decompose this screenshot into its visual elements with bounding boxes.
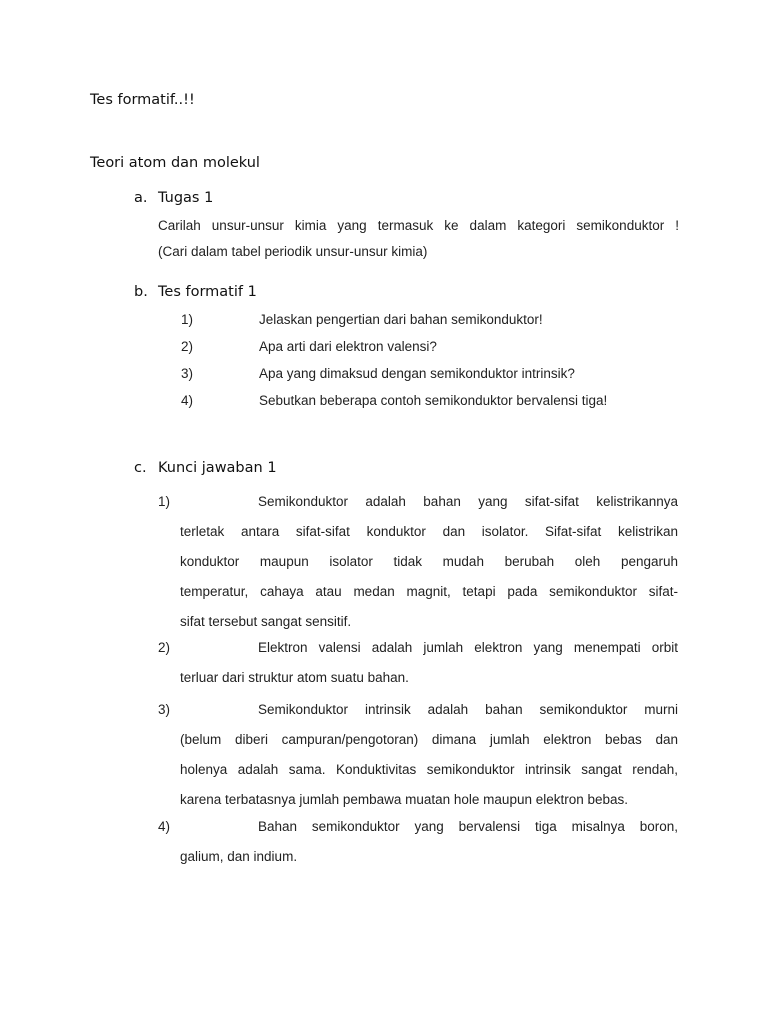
answer-line: konduktor maupun isolator tidak mudah berubah oleh pengaruh [180,554,678,569]
answer-line: Semikonduktor intrinsik adalah bahan semikonduktor murni [258,702,678,717]
tugas-marker: a. [134,190,148,206]
answer-paragraph [180,812,678,872]
answer-number: 1) [158,494,171,509]
tes-item-number: 4) [181,393,194,408]
kunci-marker: c. [134,460,147,476]
answer-line: holenya adalah sama. Konduktivitas semikonduktor intrinsik sangat rendah, [180,762,678,777]
tes-heading: Tes formatif 1 [158,284,257,300]
answer-line: karena terbatasnya jumlah pembawa muatan hole maupun elektron bebas. [180,792,629,807]
answer-paragraph [180,633,678,693]
answer-line: sifat tersebut sangat sensitif. [180,614,352,629]
answer-number: 4) [158,819,171,834]
answer-paragraph [180,695,678,815]
tes-item-text: Apa arti dari elektron valensi? [259,339,437,354]
answer-line: Semikonduktor adalah bahan yang sifat-sifat kelistrikannya [258,494,678,509]
answer-paragraph [180,487,678,637]
answer-line: (belum diberi campuran/pengotoran) dimana jumlah elektron bebas dan [180,732,678,747]
tes-item-number: 3) [181,366,194,381]
tes-item-number: 1) [181,312,194,327]
tes-item-text: Sebutkan beberapa contoh semikonduktor bervalensi tiga! [259,393,608,408]
page-title: Tes formatif..!! [90,92,195,108]
answer-number: 2) [158,640,171,655]
tugas-line: Carilah unsur-unsur kimia yang termasuk ke dalam kategori semikonduktor ! [158,218,679,233]
answer-line: Bahan semikonduktor yang bervalensi tiga misalnya boron, [258,819,678,834]
tes-item-text: Jelaskan pengertian dari bahan semikonduktor! [259,312,543,327]
tes-item-number: 2) [181,339,194,354]
answer-line: galium, dan indium. [180,849,298,864]
answer-line: Elektron valensi adalah jumlah elektron yang menempati orbit [258,640,678,655]
section-title: Teori atom dan molekul [90,155,260,171]
answer-line: temperatur, cahaya atau medan magnit, tetapi pada semikonduktor sifat- [180,584,678,599]
answer-line: terletak antara sifat-sifat konduktor dan isolator. Sifat-sifat kelistrikan [180,524,678,539]
answer-line: terluar dari struktur atom suatu bahan. [180,670,409,685]
answer-number: 3) [158,702,171,717]
tes-marker: b. [134,284,148,300]
tes-item-text: Apa yang dimaksud dengan semikonduktor intrinsik? [259,366,575,381]
tugas-heading: Tugas 1 [158,190,214,206]
tugas-line: (Cari dalam tabel periodik unsur-unsur kimia) [158,244,428,259]
kunci-heading: Kunci jawaban 1 [158,460,277,476]
